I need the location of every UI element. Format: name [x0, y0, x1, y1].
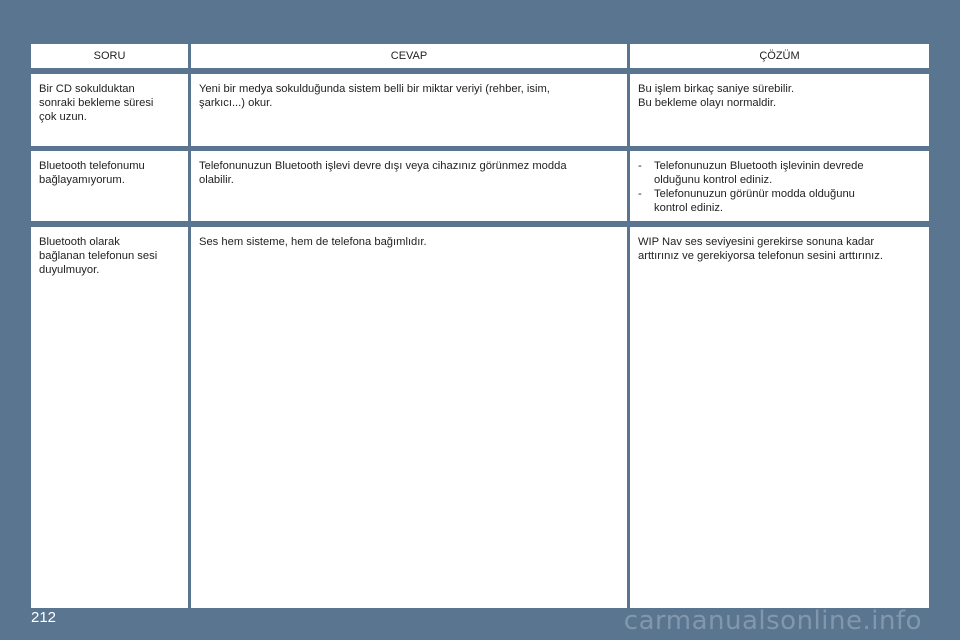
row2-cevap-line: olabilir.	[199, 174, 234, 186]
row3-soru-line: Bluetooth olarak	[39, 236, 120, 248]
row1-cozum-line: Bu bekleme olayı normaldir.	[638, 97, 777, 109]
bullet-dash: -	[638, 188, 642, 200]
bullet-line: Telefonunuzun Bluetooth işlevinin devrede	[654, 160, 864, 172]
row2-soru-line: Bluetooth telefonumu	[39, 160, 145, 172]
row1-cozum	[630, 74, 929, 146]
bullet-item	[638, 159, 921, 187]
troubleshooting-table	[31, 44, 929, 608]
header-cozum: ÇÖZÜM	[630, 44, 929, 68]
header-cevap: CEVAP	[191, 44, 627, 68]
header-soru: SORU	[31, 44, 188, 68]
row2-soru	[31, 151, 188, 221]
row3-cozum-line: arttırınız ve gerekiyorsa telefonun sesini arttırınız.	[638, 250, 883, 262]
row1-soru-line: Bir CD sokulduktan	[39, 83, 135, 95]
row2-cevap	[191, 151, 627, 221]
row2-soru-line: bağlayamıyorum.	[39, 174, 125, 186]
bullet-line: Telefonunuzun görünür modda olduğunu	[654, 188, 855, 200]
row1-soru-line: sonraki bekleme süresi	[39, 97, 154, 109]
row2-cozum	[630, 151, 929, 221]
row3-cozum-line: WIP Nav ses seviyesini gerekirse sonuna kadar	[638, 236, 875, 248]
bullet-dash: -	[638, 160, 642, 172]
row1-soru-line: çok uzun.	[39, 111, 87, 123]
row1-soru	[31, 74, 188, 146]
row1-cevap-line: şarkıcı...) okur.	[199, 97, 273, 109]
page-number: 212	[31, 609, 57, 626]
row2-cevap-line: Telefonunuzun Bluetooth işlevi devre dışı veya cihazınız görünmez modda	[199, 160, 567, 172]
bullet-line: kontrol ediniz.	[654, 202, 724, 214]
bullet-line: olduğunu kontrol ediniz.	[654, 174, 773, 186]
row1-cevap-line: Yeni bir medya sokulduğunda sistem belli bir miktar veriyi (rehber, isim,	[199, 83, 550, 95]
row3-cevap	[191, 227, 627, 608]
row3-soru-line: bağlanan telefonun sesi	[39, 250, 158, 262]
row3-soru-line: duyulmuyor.	[39, 264, 100, 276]
row3-cozum	[630, 227, 929, 608]
bullet-item	[638, 187, 921, 215]
watermark: carmanualsonline.info	[623, 606, 922, 636]
row3-cevap-line: Ses hem sisteme, hem de telefona bağımlıdır.	[199, 236, 427, 248]
row3-soru	[31, 227, 188, 608]
row1-cozum-line: Bu işlem birkaç saniye sürebilir.	[638, 83, 795, 95]
row1-cevap	[191, 74, 627, 146]
